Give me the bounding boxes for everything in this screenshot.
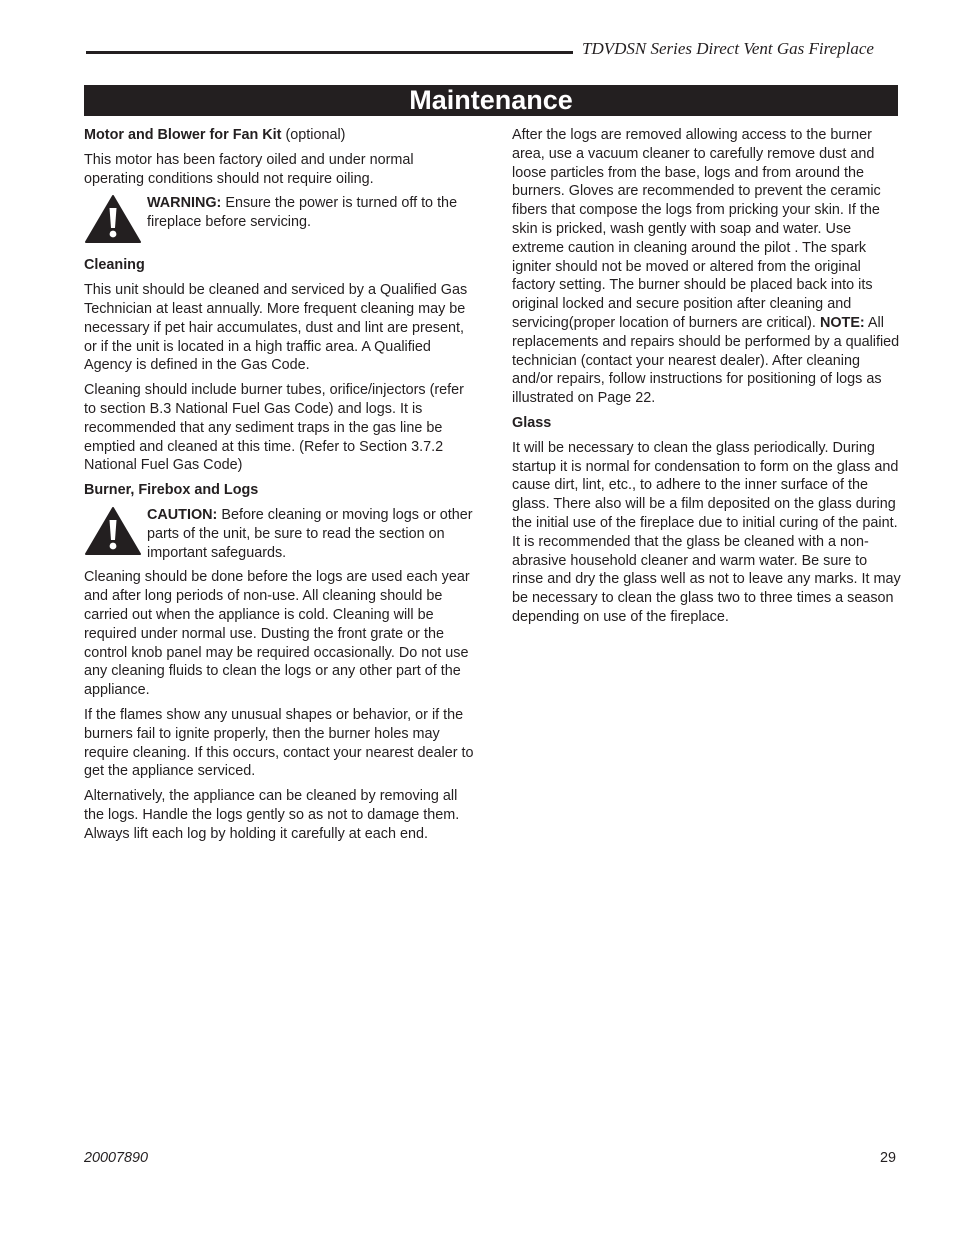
page-title: Maintenance — [409, 85, 573, 115]
motor-optional: (optional) — [281, 127, 346, 143]
cleaning-paragraph-1: This unit should be cleaned and serviced by a Qualified Gas Technician at least annually. More frequent cleaning may be necessary if pet hair accumulates, dust and lint are present, or if the unit is located in a high traffic area. A Qualified Agency is defined in the Gas Code. — [84, 282, 468, 374]
document-number: 20007890 — [84, 1150, 149, 1166]
glass-paragraph: It will be necessary to clean the glass periodically. During startup it is normal for condensation to form on the glass and cause dirt, lint, etc., to adhere to the inner surface of the glass. There also will be a film deposited on the glass during the initial use of the fireplace due to initial curing of the paint. It is recommended that the glass be cleaned with a non-abrasive household cleaner and warm water. Be sure to rinse and dry the glass well as not to leave any marks. It may be necessary to clean the glass two to three times a season depending on use of the fireplace. — [512, 439, 901, 625]
page-title-bar — [84, 85, 898, 116]
motor-heading: Motor and Blower for Fan Kit — [84, 127, 282, 143]
warning-notice — [84, 194, 474, 250]
logs-paragraph-text-a: After the logs are removed allowing access to the burner area, use a vacuum cleaner to carefully remove dust and loose particles from the base, logs and from around the burners. Gloves are recommended to prevent the ceramic fibers that compose the logs from pricking your skin. If the skin is pricked, wash gently with soap and water. Use extreme caution in cleaning around the pilot . The spark igniter should not be moved or altered from the original factory setting. The burner should be placed back into its original locked and secure position after cleaning and servicing(proper location of burners are critical). — [512, 127, 881, 331]
logs-paragraph — [512, 126, 902, 408]
page-number: 29 — [879, 1150, 896, 1166]
glass-heading: Glass — [512, 414, 552, 431]
running-header: TDVDSN Series Direct Vent Gas Fireplace — [582, 39, 874, 58]
caution-triangle-icon — [84, 506, 142, 556]
burner-paragraph-3: Alternatively, the appliance can be cleaned by removing all the logs. Handle the logs gently so as not to damage them. Always lift each log by holding it carefully at each end. — [84, 788, 460, 842]
caution-text: Before cleaning or moving logs or other parts of the unit, be sure to read the section on important safeguards. — [147, 506, 473, 561]
warning-text-block — [147, 194, 474, 232]
motor-paragraph: This motor has been factory oiled and under normal operating conditions should not require oiling. — [84, 151, 414, 187]
caution-label: CAUTION: — [147, 506, 218, 523]
burner-paragraph-2: If the flames show any unusual shapes or behavior, or if the burners fail to ignite properly, then the burner holes may require cleaning. If this occurs, contact your nearest dealer to get the appliance serviced. — [84, 706, 474, 780]
caution-notice — [84, 506, 474, 562]
logs-paragraph-text-b: All replacements and repairs should be performed by a qualified technician (contact your nearest dealer). After cleaning and/or repairs, follow instructions for positioning of logs as illustrated on Page 22. — [512, 314, 900, 407]
motor-heading-line — [84, 126, 474, 145]
right-column — [512, 126, 902, 633]
cleaning-paragraph-2: Cleaning should include burner tubes, orifice/injectors (refer to section B.3 National Fuel Gas Code) and logs. It is recommended that any sediment traps in the gas line be emptied and cleaned at this time. (Refer to Section 3.7.2 National Fuel Gas Code) — [84, 382, 464, 474]
caution-text-block — [147, 506, 474, 562]
burner-paragraph-1: Cleaning should be done before the logs are used each year and after long periods of non-use. All cleaning should be carried out when the appliance is cold. Cleaning will be required under normal use. Dusting the front grate or the control knob panel may be required occasionally. Do not use any cleaning fluids to clean the logs or any other part of the appliance. — [84, 569, 470, 699]
cleaning-heading: Cleaning — [84, 257, 145, 274]
warning-text: Ensure the power is turned off to the fireplace before servicing. — [147, 195, 458, 231]
warning-label: WARNING: — [147, 195, 222, 212]
header-rule — [86, 51, 573, 54]
left-column — [84, 126, 474, 850]
burner-heading: Burner, Firebox and Logs — [84, 482, 259, 499]
note-label: NOTE: — [819, 314, 865, 331]
warning-triangle-icon — [84, 194, 142, 244]
